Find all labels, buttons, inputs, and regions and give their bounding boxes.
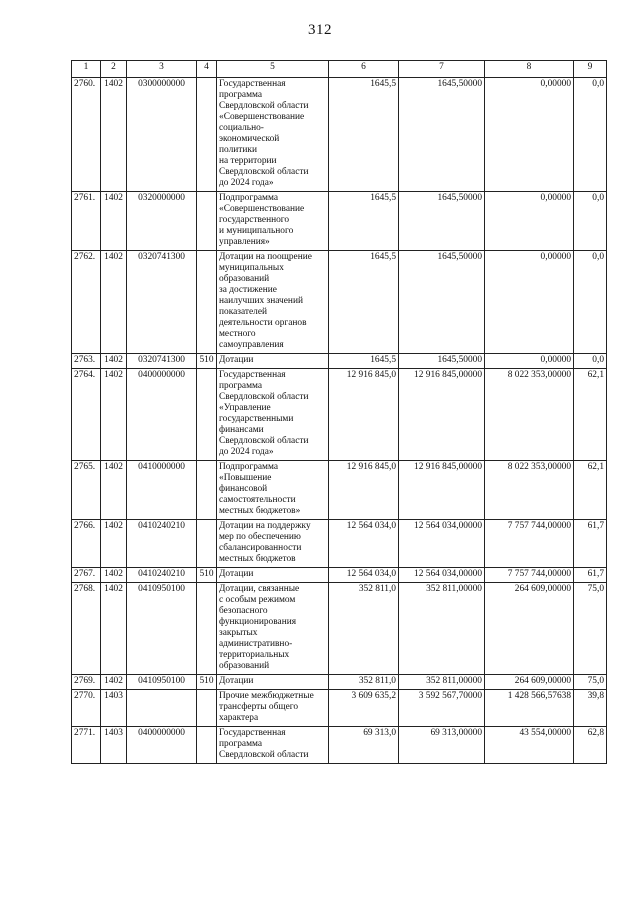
item-name: Дотации bbox=[217, 675, 329, 690]
item-name: Дотации на поддержку мер по обеспечению сбалансированности местных бюджетов bbox=[217, 520, 329, 568]
executed-amount: 43 554,00000 bbox=[485, 727, 574, 764]
expense-type-code bbox=[197, 251, 217, 354]
budget-allocation: 12 916 845,00000 bbox=[399, 461, 485, 520]
table-row bbox=[72, 461, 607, 520]
target-article-code: 0400000000 bbox=[127, 369, 197, 461]
execution-percent: 0,0 bbox=[574, 78, 607, 192]
column-header: 6 bbox=[329, 61, 399, 78]
approved-amount: 352 811,0 bbox=[329, 675, 399, 690]
target-article-code: 0400000000 bbox=[127, 727, 197, 764]
item-name: Государственная программа Свердловской области «Совершенствование социально- экономической политики на территории Свердловской области до 2024 года» bbox=[217, 78, 329, 192]
column-header: 9 bbox=[574, 61, 607, 78]
table-row bbox=[72, 568, 607, 583]
expense-type-code bbox=[197, 78, 217, 192]
target-article-code: 0410950100 bbox=[127, 583, 197, 675]
section-code: 1402 bbox=[101, 675, 127, 690]
target-article-code: 0410950100 bbox=[127, 675, 197, 690]
table-row bbox=[72, 520, 607, 568]
budget-allocation: 1645,50000 bbox=[399, 78, 485, 192]
execution-percent: 0,0 bbox=[574, 251, 607, 354]
item-name: Государственная программа Свердловской области bbox=[217, 727, 329, 764]
execution-percent: 62,1 bbox=[574, 369, 607, 461]
target-article-code: 0410240210 bbox=[127, 568, 197, 583]
item-name: Дотации bbox=[217, 354, 329, 369]
expense-type-code: 510 bbox=[197, 354, 217, 369]
expense-type-code bbox=[197, 369, 217, 461]
executed-amount: 0,00000 bbox=[485, 192, 574, 251]
section-code: 1402 bbox=[101, 78, 127, 192]
expense-type-code bbox=[197, 192, 217, 251]
table-row bbox=[72, 583, 607, 675]
table-row bbox=[72, 675, 607, 690]
section-code: 1402 bbox=[101, 354, 127, 369]
table-row bbox=[72, 727, 607, 764]
row-number: 2766. bbox=[72, 520, 101, 568]
target-article-code: 0320741300 bbox=[127, 251, 197, 354]
approved-amount: 3 609 635,2 bbox=[329, 690, 399, 727]
item-name: Подпрограмма «Совершенствование государственного и муниципального управления» bbox=[217, 192, 329, 251]
item-name: Дотации, связанные с особым режимом безопасного функционирования закрытых административно- территориальных образований bbox=[217, 583, 329, 675]
row-number: 2765. bbox=[72, 461, 101, 520]
column-header: 5 bbox=[217, 61, 329, 78]
item-name: Прочие межбюджетные трансферты общего характера bbox=[217, 690, 329, 727]
budget-allocation: 352 811,00000 bbox=[399, 675, 485, 690]
budget-allocation: 1645,50000 bbox=[399, 354, 485, 369]
table-row bbox=[72, 369, 607, 461]
row-number: 2761. bbox=[72, 192, 101, 251]
executed-amount: 0,00000 bbox=[485, 354, 574, 369]
item-name: Государственная программа Свердловской области «Управление государственными финансами Свердловской области до 2024 года» bbox=[217, 369, 329, 461]
executed-amount: 0,00000 bbox=[485, 78, 574, 192]
expense-type-code bbox=[197, 727, 217, 764]
approved-amount: 12 916 845,0 bbox=[329, 461, 399, 520]
item-name: Подпрограмма «Повышение финансовой самостоятельности местных бюджетов» bbox=[217, 461, 329, 520]
column-header: 2 bbox=[101, 61, 127, 78]
approved-amount: 1645,5 bbox=[329, 354, 399, 369]
execution-percent: 62,1 bbox=[574, 461, 607, 520]
expense-type-code bbox=[197, 690, 217, 727]
execution-percent: 0,0 bbox=[574, 354, 607, 369]
section-code: 1402 bbox=[101, 251, 127, 354]
table-row bbox=[72, 78, 607, 192]
target-article-code: 0320741300 bbox=[127, 354, 197, 369]
execution-percent: 61,7 bbox=[574, 568, 607, 583]
row-number: 2768. bbox=[72, 583, 101, 675]
approved-amount: 12 564 034,0 bbox=[329, 520, 399, 568]
column-header: 1 bbox=[72, 61, 101, 78]
executed-amount: 8 022 353,00000 bbox=[485, 461, 574, 520]
row-number: 2760. bbox=[72, 78, 101, 192]
executed-amount: 0,00000 bbox=[485, 251, 574, 354]
section-code: 1402 bbox=[101, 520, 127, 568]
table-body bbox=[72, 78, 607, 764]
executed-amount: 264 609,00000 bbox=[485, 675, 574, 690]
expense-type-code bbox=[197, 583, 217, 675]
expense-type-code bbox=[197, 520, 217, 568]
section-code: 1402 bbox=[101, 192, 127, 251]
item-name: Дотации bbox=[217, 568, 329, 583]
table-row bbox=[72, 192, 607, 251]
column-header: 8 bbox=[485, 61, 574, 78]
approved-amount: 1645,5 bbox=[329, 78, 399, 192]
approved-amount: 1645,5 bbox=[329, 251, 399, 354]
expense-type-code bbox=[197, 461, 217, 520]
execution-percent: 75,0 bbox=[574, 675, 607, 690]
executed-amount: 1 428 566,57638 bbox=[485, 690, 574, 727]
approved-amount: 12 564 034,0 bbox=[329, 568, 399, 583]
target-article-code bbox=[127, 690, 197, 727]
target-article-code: 0410000000 bbox=[127, 461, 197, 520]
execution-percent: 75,0 bbox=[574, 583, 607, 675]
expense-type-code: 510 bbox=[197, 675, 217, 690]
expense-type-code: 510 bbox=[197, 568, 217, 583]
row-number: 2767. bbox=[72, 568, 101, 583]
executed-amount: 264 609,00000 bbox=[485, 583, 574, 675]
approved-amount: 1645,5 bbox=[329, 192, 399, 251]
execution-percent: 0,0 bbox=[574, 192, 607, 251]
budget-allocation: 352 811,00000 bbox=[399, 583, 485, 675]
row-number: 2762. bbox=[72, 251, 101, 354]
item-name: Дотации на поощрение муниципальных образований за достижение наилучших значений показателей деятельности органов местного самоуправления bbox=[217, 251, 329, 354]
row-number: 2764. bbox=[72, 369, 101, 461]
section-code: 1402 bbox=[101, 583, 127, 675]
column-header: 4 bbox=[197, 61, 217, 78]
executed-amount: 7 757 744,00000 bbox=[485, 520, 574, 568]
execution-percent: 62,8 bbox=[574, 727, 607, 764]
budget-allocation: 12 564 034,00000 bbox=[399, 520, 485, 568]
budget-allocation: 69 313,00000 bbox=[399, 727, 485, 764]
budget-allocation: 1645,50000 bbox=[399, 192, 485, 251]
section-code: 1403 bbox=[101, 727, 127, 764]
execution-percent: 39,8 bbox=[574, 690, 607, 727]
target-article-code: 0320000000 bbox=[127, 192, 197, 251]
budget-allocation: 3 592 567,70000 bbox=[399, 690, 485, 727]
approved-amount: 12 916 845,0 bbox=[329, 369, 399, 461]
executed-amount: 7 757 744,00000 bbox=[485, 568, 574, 583]
executed-amount: 8 022 353,00000 bbox=[485, 369, 574, 461]
table-row bbox=[72, 251, 607, 354]
row-number: 2770. bbox=[72, 690, 101, 727]
execution-percent: 61,7 bbox=[574, 520, 607, 568]
target-article-code: 0410240210 bbox=[127, 520, 197, 568]
column-header: 3 bbox=[127, 61, 197, 78]
approved-amount: 69 313,0 bbox=[329, 727, 399, 764]
section-code: 1402 bbox=[101, 461, 127, 520]
budget-allocation: 12 916 845,00000 bbox=[399, 369, 485, 461]
section-code: 1402 bbox=[101, 369, 127, 461]
page-number: 312 bbox=[308, 22, 332, 38]
approved-amount: 352 811,0 bbox=[329, 583, 399, 675]
table-row bbox=[72, 690, 607, 727]
row-number: 2763. bbox=[72, 354, 101, 369]
table-row bbox=[72, 354, 607, 369]
budget-table bbox=[71, 60, 607, 764]
row-number: 2771. bbox=[72, 727, 101, 764]
section-code: 1403 bbox=[101, 690, 127, 727]
section-code: 1402 bbox=[101, 568, 127, 583]
header-row bbox=[72, 61, 607, 78]
column-header: 7 bbox=[399, 61, 485, 78]
target-article-code: 0300000000 bbox=[127, 78, 197, 192]
budget-allocation: 1645,50000 bbox=[399, 251, 485, 354]
budget-allocation: 12 564 034,00000 bbox=[399, 568, 485, 583]
row-number: 2769. bbox=[72, 675, 101, 690]
